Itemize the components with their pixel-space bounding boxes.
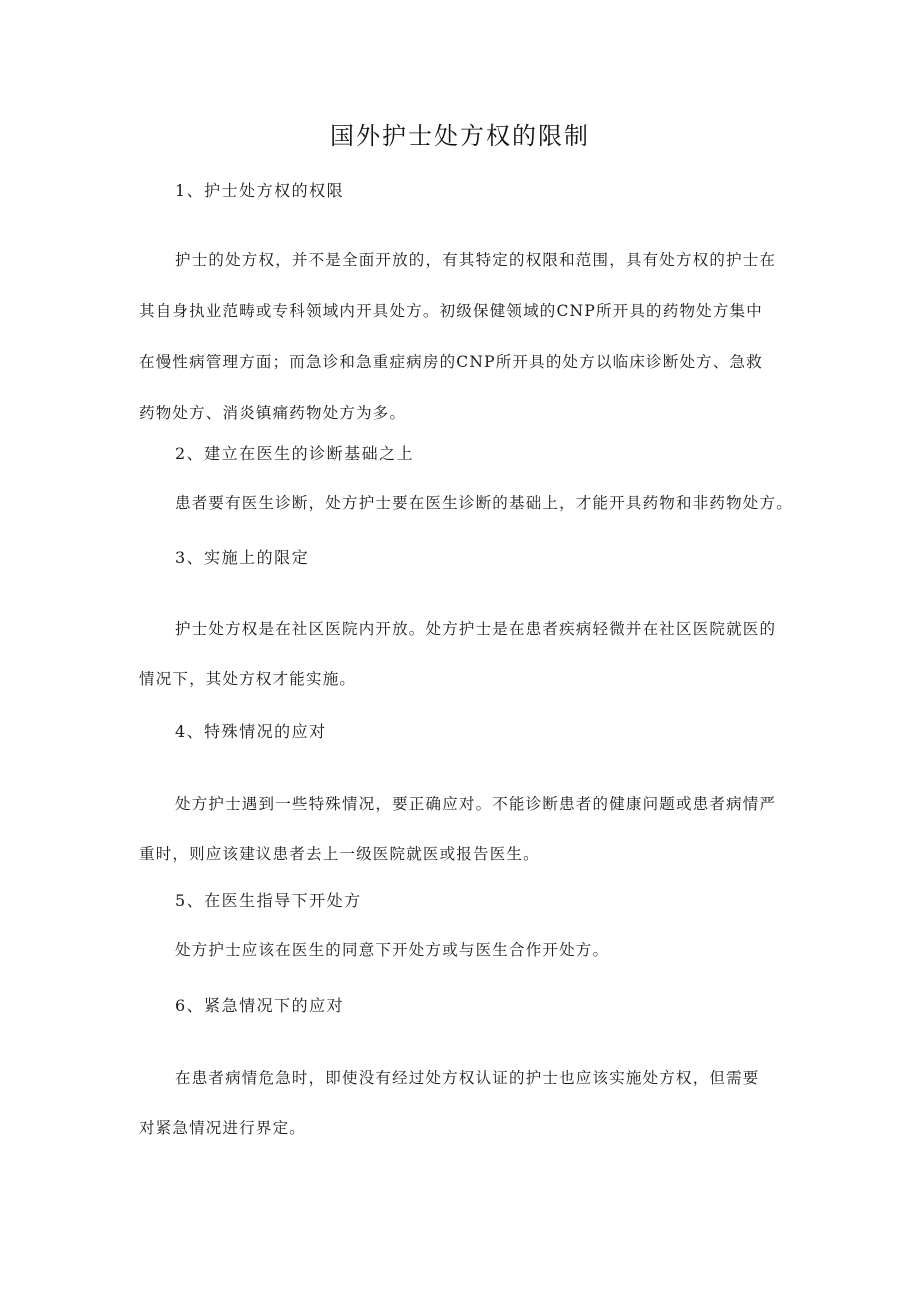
paragraph-line: 重时，则应该建议患者去上一级医院就医或报告医生。: [139, 845, 540, 863]
paragraph-line: 其自身执业范畴或专科领域内开具处方。初级保健领域的CNP所开具的药物处方集中: [139, 302, 763, 320]
paragraph-line: 情况下，其处方权才能实施。: [139, 670, 357, 688]
paragraph-line: 在患者病情危急时，即使没有经过处方权认证的护士也应该实施处方权，但需要: [175, 1069, 760, 1087]
section-paragraph-3: [139, 617, 785, 691]
page-title: 国外护士处方权的限制: [330, 122, 590, 150]
paragraph-line: 处方护士遇到一些特殊情况，要正确应对。不能诊断患者的健康问题或患者病情严: [175, 795, 777, 813]
section-paragraph-1: [139, 248, 785, 425]
section-heading-2: 2、建立在医生的诊断基础之上: [175, 444, 415, 463]
section-paragraph-5: [139, 938, 785, 962]
section-heading-5: 5、在医生指导下开处方: [175, 891, 362, 910]
section-paragraph-2: [139, 491, 793, 515]
paragraph-line: 处方护士应该在医生的同意下开处方或与医生合作开处方。: [175, 941, 610, 959]
paragraph-line: 在慢性病管理方面；而急诊和急重症病房的CNP所开具的处方以临床诊断处方、急救: [139, 353, 763, 371]
section-heading-4: 4、特殊情况的应对: [175, 722, 327, 741]
section-heading-3: 3、实施上的限定: [175, 548, 310, 567]
paragraph-line: 药物处方、消炎镇痛药物处方为多。: [139, 404, 407, 422]
paragraph-line: 护士处方权是在社区医院内开放。处方护士是在患者疾病轻微并在社区医院就医的: [175, 620, 777, 638]
section-paragraph-4: [139, 792, 785, 866]
paragraph-line: 患者要有医生诊断，处方护士要在医生诊断的基础上，才能开具药物和非药物处方。: [175, 494, 793, 512]
section-heading-1: 1、护士处方权的权限: [175, 181, 345, 200]
section-heading-6: 6、紧急情况下的应对: [175, 996, 345, 1015]
paragraph-line: 对紧急情况进行界定。: [139, 1119, 307, 1137]
paragraph-line: 护士的处方权，并不是全面开放的，有其特定的权限和范围，具有处方权的护士在: [175, 251, 777, 269]
section-paragraph-6: [139, 1066, 785, 1140]
